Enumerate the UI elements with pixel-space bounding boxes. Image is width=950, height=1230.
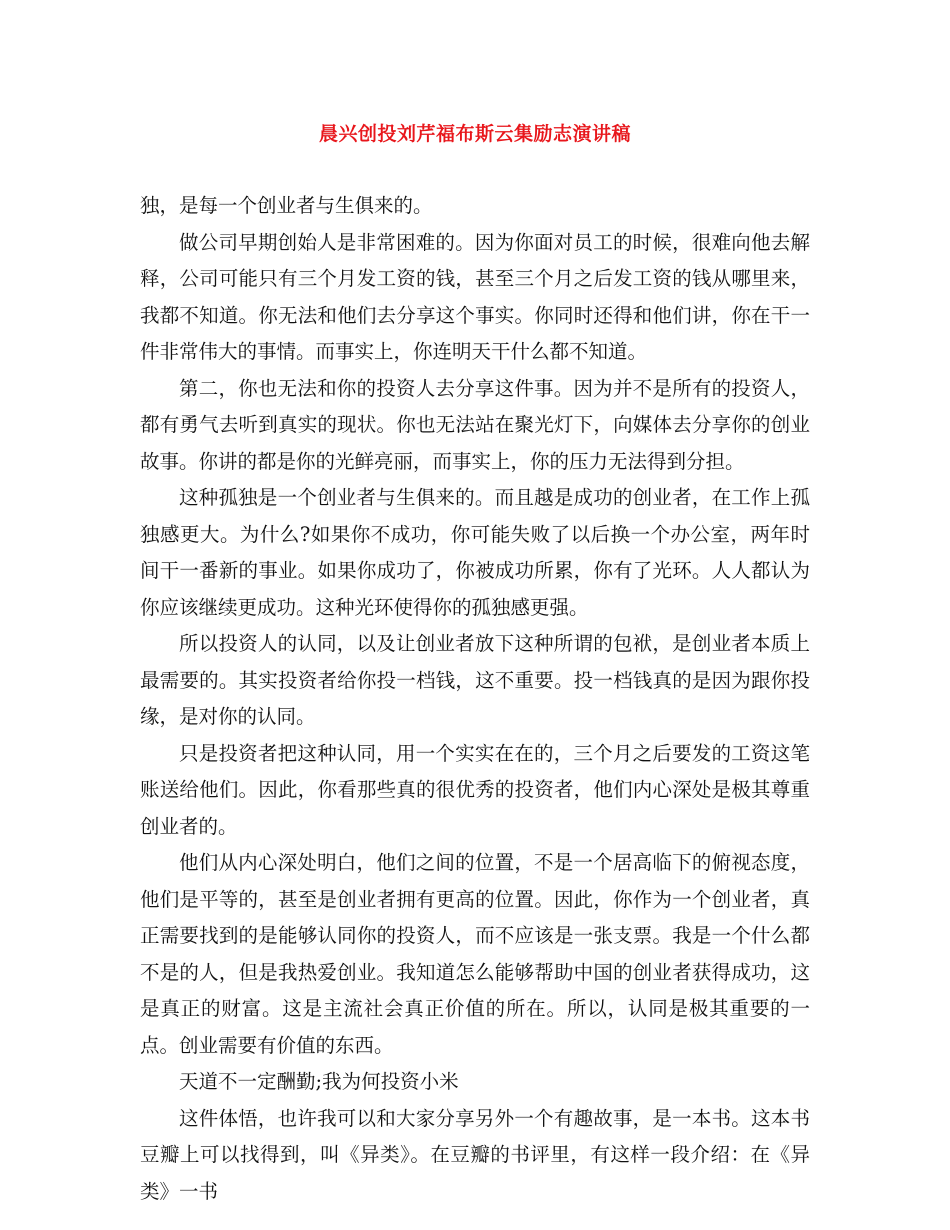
- paragraph: 他们从内心深处明白，他们之间的位置，不是一个居高临下的俯视态度，他们是平等的，甚至是创业者拥有更高的位置。因此，你作为一个创业者，真正需要找到的是能够认同你的投资人，而不应该是一张支票。我是一个什么都不是的人，但是我热爱创业。我知道怎么能够帮助中国的创业者获得成功，这是真正的财富。这是主流社会真正价值的所在。所以，认同是极其重要的一点。创业需要有价值的东西。: [140, 851, 810, 1057]
- paragraph: 独，是每一个创业者与生俱来的。: [140, 194, 433, 217]
- paragraph: 这件体悟，也许我可以和大家分享另外一个有趣故事，是一本书。这本书豆瓣上可以找得到，叫《异类》。在豆瓣的书评里，有这样一段介绍：在《异类》一书: [140, 1106, 810, 1203]
- document-title: 晨兴创投刘芹福布斯云集励志演讲稿: [318, 123, 631, 145]
- section-heading: 天道不一定酬勤;我为何投资小米: [179, 1070, 459, 1093]
- paragraph: 所以投资人的认同，以及让创业者放下这种所谓的包袱，是创业者本质上最需要的。其实投资者给你投一档钱，这不重要。投一档钱真的是因为跟你投缘，是对你的认同。: [140, 632, 810, 728]
- paragraph: 第二，你也无法和你的投资人去分享这件事。因为并不是所有的投资人，都有勇气去听到真实的现状。你也无法站在聚光灯下，向媒体去分享你的创业故事。你讲的都是你的光鲜亮丽，而事实上，你的压力无法得到分担。: [140, 376, 810, 473]
- paragraph: 这种孤独是一个创业者与生俱来的。而且越是成功的创业者，在工作上孤独感更大。为什么?如果你不成功，你可能失败了以后换一个办公室，两年时间干一番新的事业。如果你成功了，你被成功所累，你有了光环。人人都认为你应该继续更成功。这种光环使得你的孤独感更强。: [140, 486, 810, 619]
- paragraph: 做公司早期创始人是非常困难的。因为你面对员工的时候，很难向他去解释，公司可能只有三个月发工资的钱，甚至三个月之后发工资的钱从哪里来，我都不知道。你无法和他们去分享这个事实。你同时还得和他们讲，你在干一件非常伟大的事情。而事实上，你连明天干什么都不知道。: [140, 230, 810, 363]
- paragraph: 只是投资者把这种认同，用一个实实在在的，三个月之后要发的工资这笔账送给他们。因此，你看那些真的很优秀的投资者，他们内心深处是极其尊重创业者的。: [140, 741, 810, 838]
- document-body: [140, 188, 810, 1210]
